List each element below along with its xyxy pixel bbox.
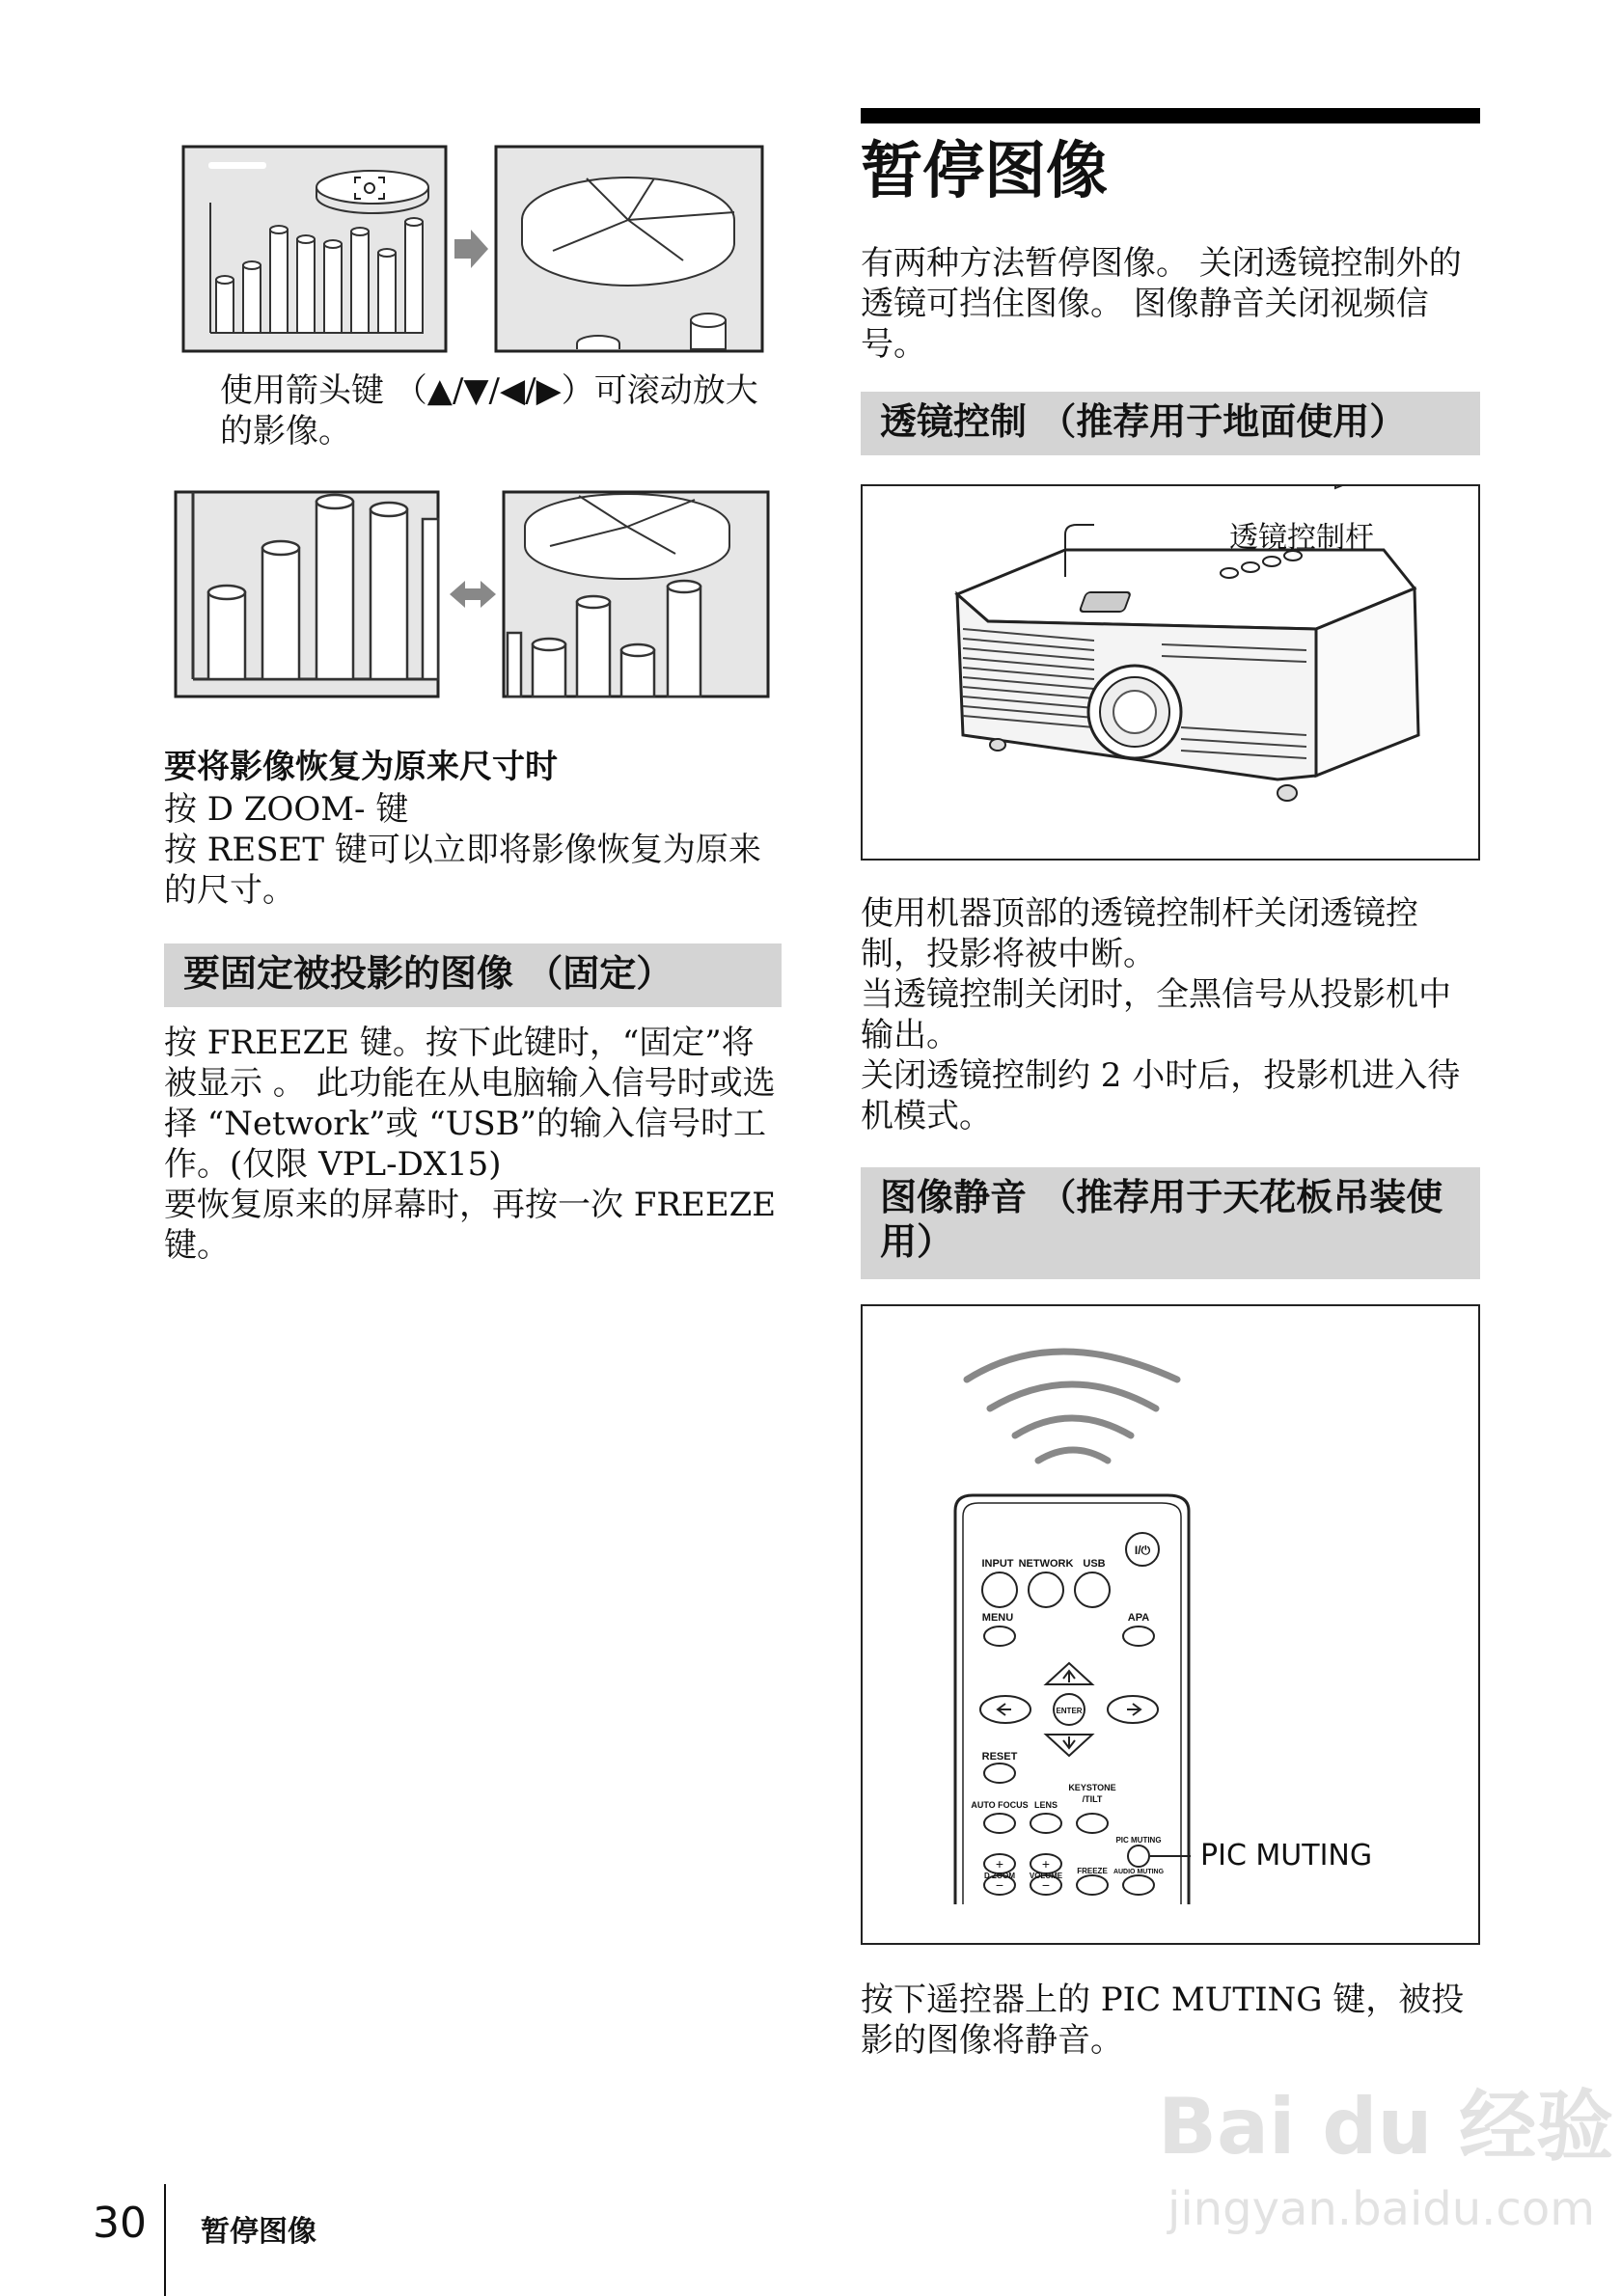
freeze-heading: 要固定被投影的图像 （固定） — [164, 943, 782, 1007]
remote-illustration — [863, 1306, 1478, 1943]
freeze-label: FREEZE — [1077, 1867, 1108, 1875]
power-label: I/⏻ — [1134, 1544, 1151, 1557]
lens-text-2: 当透镜控制关闭时，全黑信号从投影机中输出。 — [861, 975, 1451, 1054]
d-zoom-minus: − — [995, 1877, 1004, 1893]
lens-heading: 透镜控制 （推荐用于地面使用） — [861, 392, 1480, 455]
lens-text-1: 使用机器顶部的透镜控制杆关闭透镜控制，投影将被中断。 — [861, 894, 1418, 973]
volume-label: VOLUME — [1029, 1872, 1063, 1880]
audio-muting-label: AUDIO MUTING — [1113, 1869, 1165, 1875]
zoom-detail-figure — [174, 490, 772, 700]
enter-label: ENTER — [1056, 1707, 1083, 1715]
restore-text-1: 按 D ZOOM- 键 — [164, 790, 409, 829]
intro-text: 有两种方法暂停图像。 关闭透镜控制外的透镜可挡住图像。 图像静音关闭视频信号。 — [861, 244, 1462, 364]
freeze-text-2: 要恢复原来的屏幕时，再按一次 FREEZE 键。 — [164, 1186, 777, 1265]
volume-plus: + — [1041, 1856, 1051, 1872]
remote-figure — [861, 1304, 1480, 1945]
page-number: 30 — [93, 2199, 147, 2248]
input-label: INPUT — [981, 1558, 1014, 1570]
volume-minus: − — [1041, 1877, 1051, 1893]
menu-label: MENU — [981, 1612, 1014, 1624]
reset-label: RESET — [981, 1751, 1018, 1763]
d-zoom-plus: + — [995, 1856, 1004, 1872]
baidu-watermark-brand: Bai du 经验 — [1158, 2082, 1614, 2172]
freeze-text-1: 按 FREEZE 键。按下此键时，“固定”将被显示 。 此功能在从电脑输入信号时或选择 “Network”或 “USB”的输入信号时工作。(仅限 VPL-DX15) — [164, 1024, 776, 1184]
apa-label: APA — [1127, 1612, 1150, 1624]
lens-label: LENS — [1033, 1800, 1058, 1810]
muting-text: 按下遥控器上的 PIC MUTING 键，被投影的图像将静音。 — [861, 1981, 1465, 2060]
baidu-watermark-url: jingyan.baidu.com — [1168, 2182, 1595, 2236]
footer-divider — [164, 2184, 166, 2296]
footer-section: 暂停图像 — [201, 2215, 316, 2249]
lens-lever-label: 透镜控制杆 — [1229, 521, 1374, 555]
zoom-scroll-figure — [181, 145, 770, 357]
restore-text-2: 按 RESET 键可以立即将影像恢复为原来的尺寸。 — [164, 831, 761, 910]
usb-label: USB — [1083, 1558, 1106, 1570]
pic-muting-small-label: PIC MUTING — [1115, 1836, 1162, 1845]
d-zoom-label: D ZOOM — [984, 1872, 1015, 1880]
lens-text-3: 关闭透镜控制约 2 小时后，投影机进入待机模式。 — [861, 1056, 1461, 1135]
pic-muting-label: PIC MUTING — [1200, 1839, 1373, 1872]
projector-figure — [861, 484, 1480, 861]
zoom-caption: 使用箭头键 （▲/▼/◀/▶）可滚动放大的影像。 — [220, 371, 758, 451]
muting-heading: 图像静音 （推荐用于天花板吊装使用） — [861, 1167, 1480, 1279]
page-title: 暂停图像 — [861, 136, 1108, 207]
title-rule — [861, 108, 1480, 123]
projector-illustration — [863, 486, 1478, 859]
keystone-label-1: KEYSTONE — [1068, 1783, 1116, 1792]
keystone-label-2: /TILT — [1082, 1794, 1103, 1804]
restore-title: 要将影像恢复为原来尺寸时 — [164, 748, 558, 786]
auto-focus-label: AUTO FOCUS — [971, 1800, 1029, 1810]
network-label: NETWORK — [1018, 1558, 1074, 1570]
